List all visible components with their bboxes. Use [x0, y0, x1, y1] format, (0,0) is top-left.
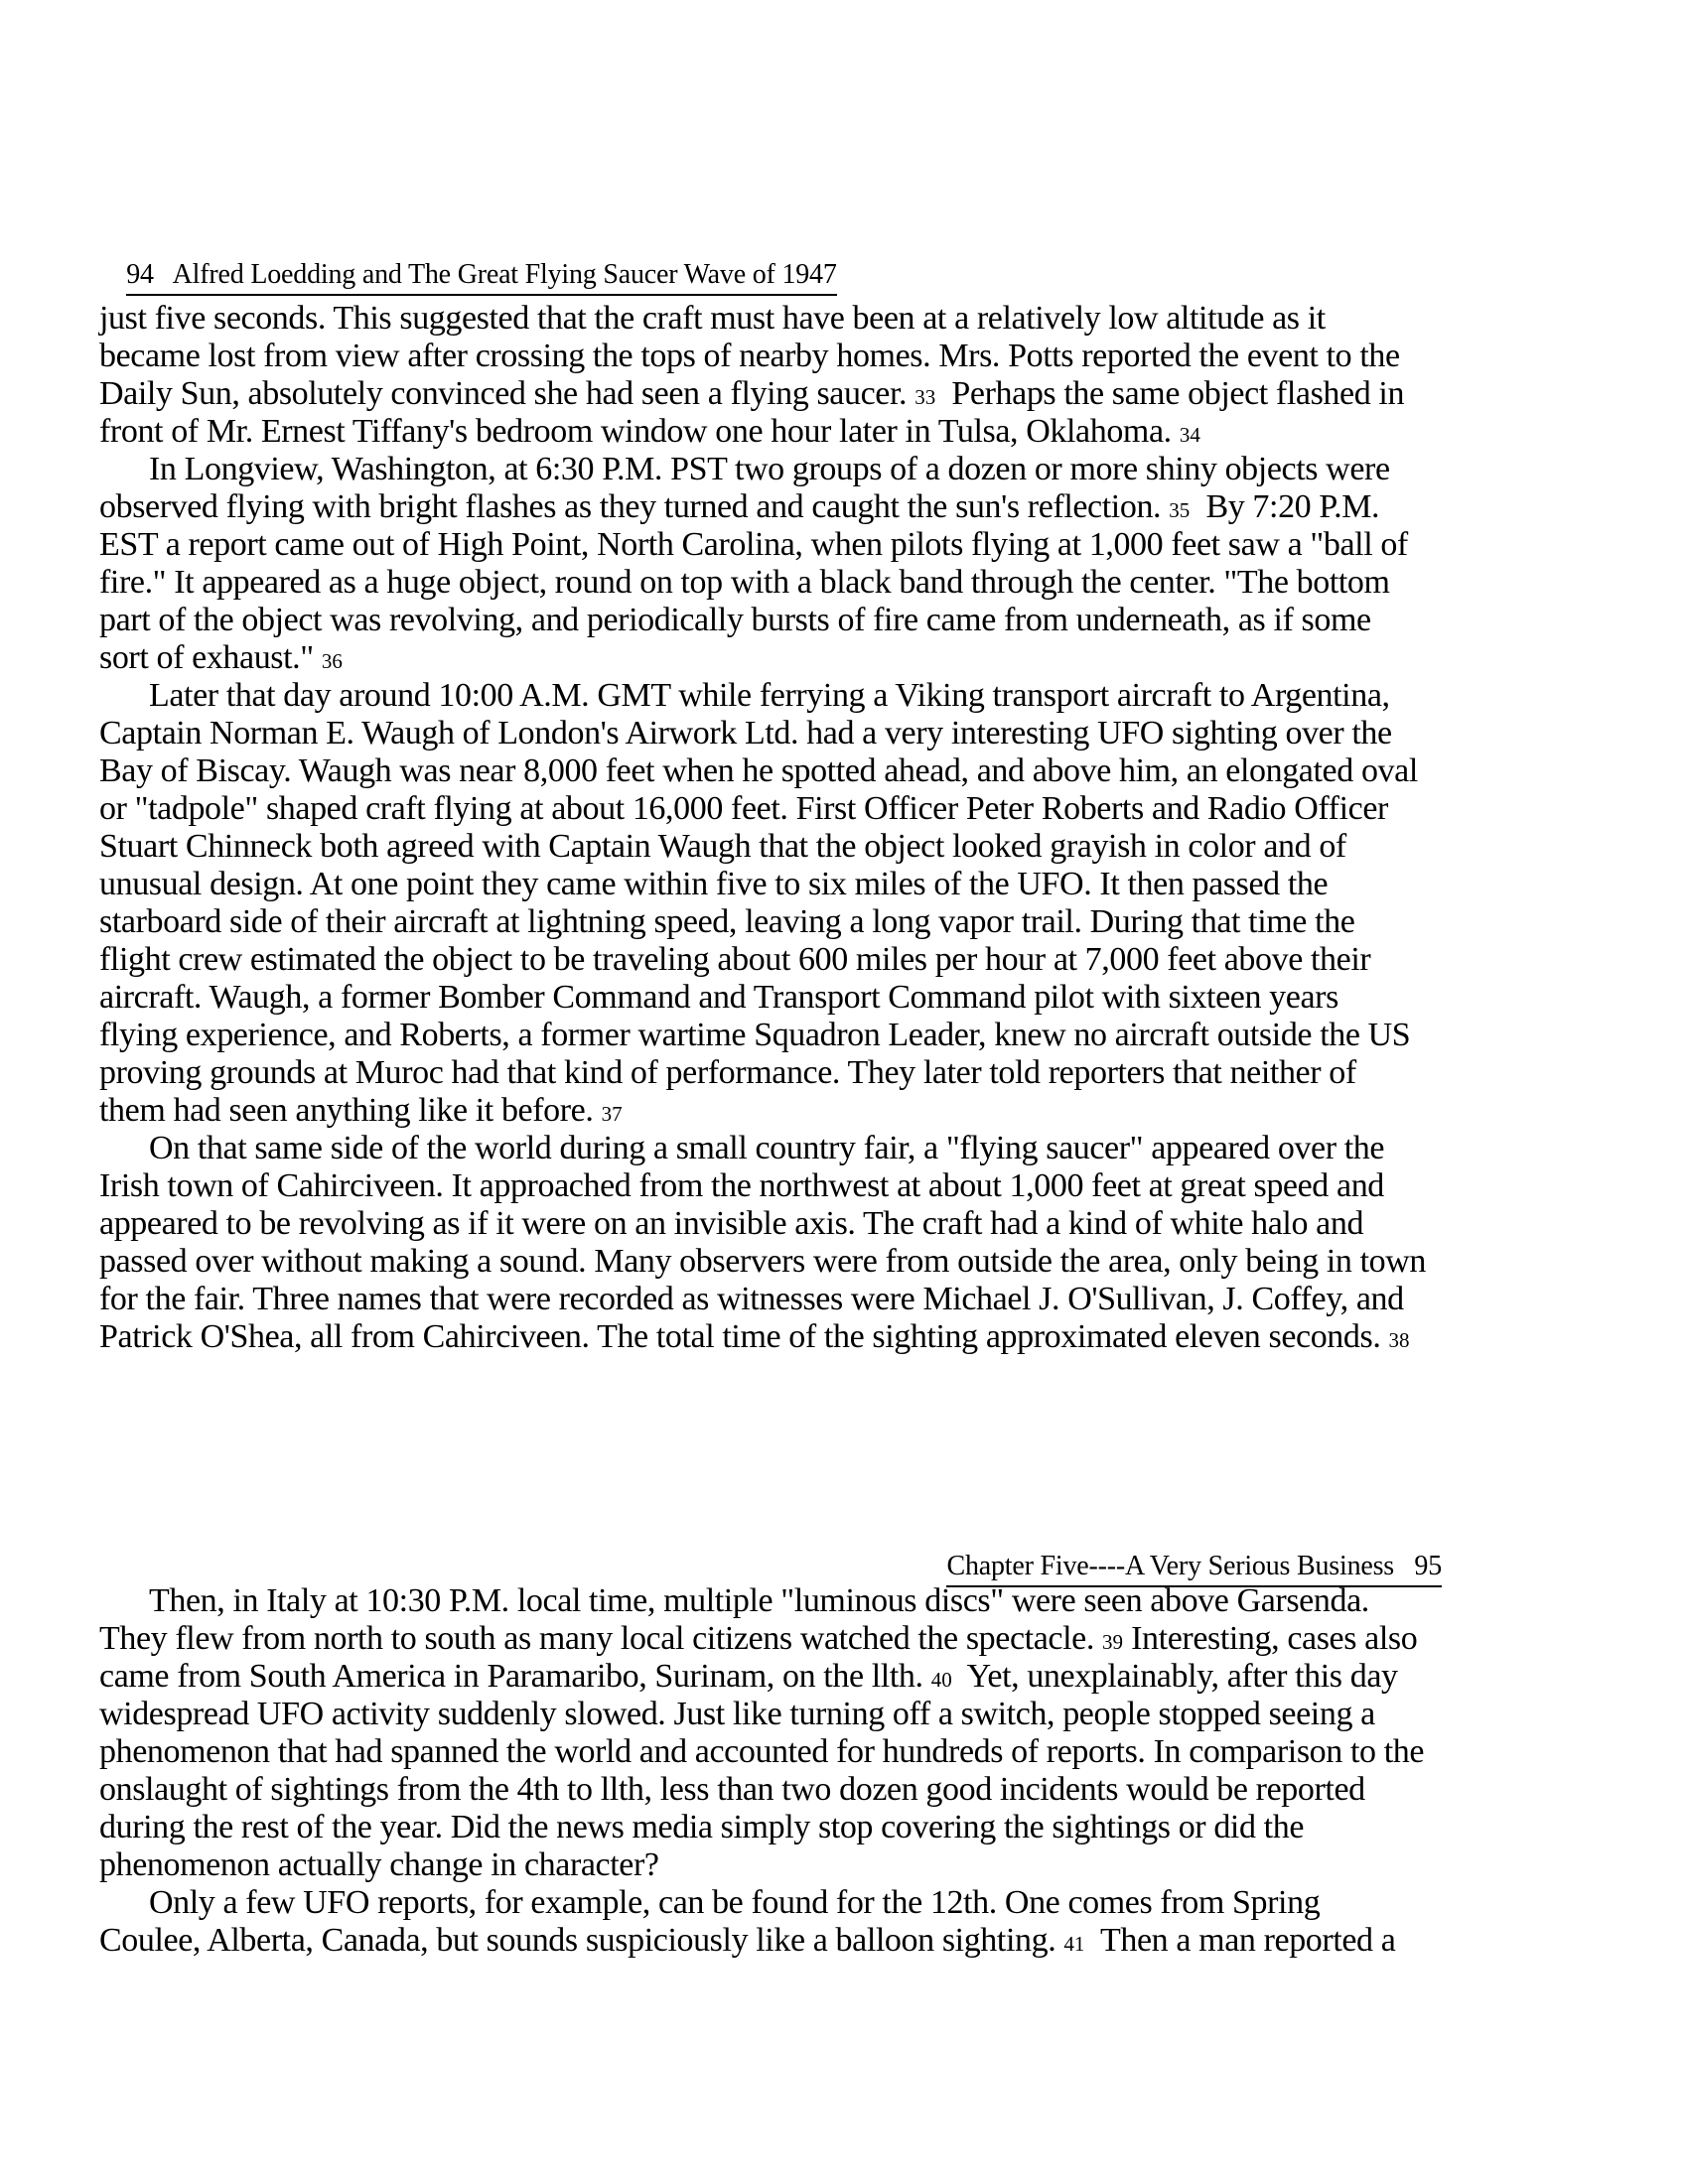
text-line: flight crew estimated the object to be traveling about 600 miles per hour at 7,000 feet above their: [99, 941, 1371, 978]
text-line: just five seconds. This suggested that the craft must have been at a relatively low altitude as it: [99, 300, 1326, 337]
text-line: Irish town of Cahirciveen. It approached from the northwest at about 1,000 feet at great speed and: [99, 1167, 1384, 1204]
text-line: Only a few UFO reports, for example, can be found for the 12th. One comes from Spring: [149, 1884, 1321, 1921]
footnote-ref: 38: [1388, 1328, 1410, 1352]
text-line: widespread UFO activity suddenly slowed. Just like turning off a switch, people stopped seeing a: [99, 1696, 1375, 1732]
text-line: part of the object was revolving, and periodically bursts of fire came from underneath, as if some: [99, 602, 1371, 638]
text-line: Captain Norman E. Waugh of London's Airwork Ltd. had a very interesting UFO sighting over the: [99, 715, 1392, 751]
text-line: Coulee, Alberta, Canada, but sounds suspiciously like a balloon sighting. 41 Then a man reported a: [99, 1922, 1396, 1959]
footnote-ref: 41: [1063, 1932, 1085, 1956]
text-line: onslaught of sightings from the 4th to llth, less than two dozen good incidents would be reported: [99, 1771, 1365, 1808]
footnote-ref: 35: [1169, 498, 1191, 522]
text-line: observed flying with bright flashes as they turned and caught the sun's reflection. 35 By 7:20 P.M.: [99, 488, 1380, 525]
page-95-body-text: [99, 1582, 1442, 1960]
text-line: In Longview, Washington, at 6:30 P.M. PST two groups of a dozen or more shiny objects were: [149, 451, 1390, 487]
text-line: Patrick O'Shea, all from Cahirciveen. The total time of the sighting approximated eleven seconds. 38: [99, 1318, 1410, 1355]
text-line: became lost from view after crossing the tops of nearby homes. Mrs. Potts reported the event to the: [99, 338, 1400, 374]
text-line: EST a report came out of High Point, North Carolina, when pilots flying at 1,000 feet saw a "ball of: [99, 526, 1408, 563]
text-line: or "tadpole" shaped craft flying at about 16,000 feet. First Officer Peter Roberts and Radio Officer: [99, 790, 1388, 827]
text-line: They flew from north to south as many local citizens watched the spectacle. 39 Interesting, cases also: [99, 1620, 1418, 1657]
text-line: phenomenon actually change in character?: [99, 1846, 659, 1883]
text-line: passed over without making a sound. Many observers were from outside the area, only being in town: [99, 1243, 1426, 1280]
footnote-ref: 36: [321, 649, 343, 673]
text-line: Bay of Biscay. Waugh was near 8,000 feet when he spotted ahead, and above him, an elongated oval: [99, 752, 1418, 789]
text-line: phenomenon that had spanned the world and accounted for hundreds of reports. In comparison to the: [99, 1733, 1425, 1770]
text-line: Later that day around 10:00 A.M. GMT while ferrying a Viking transport aircraft to Argentina,: [149, 677, 1390, 714]
text-line: starboard side of their aircraft at lightning speed, leaving a long vapor trail. During that time the: [99, 903, 1355, 940]
footnote-ref: 37: [601, 1102, 623, 1126]
text-line: proving grounds at Muroc had that kind of performance. They later told reporters that neither of: [99, 1054, 1356, 1091]
running-header-text: 94 Alfred Loedding and The Great Flying Saucer Wave of 1947: [126, 259, 836, 296]
footnote-ref: 39: [1102, 1630, 1124, 1654]
text-line: fire." It appeared as a huge object, round on top with a black band through the center. "The bottom: [99, 564, 1390, 601]
text-line: appeared to be revolving as if it were on an invisible axis. The craft had a kind of white halo and: [99, 1205, 1364, 1242]
text-line: flying experience, and Roberts, a former wartime Squadron Leader, knew no aircraft outside the US: [99, 1017, 1411, 1053]
text-line: sort of exhaust." 36: [99, 639, 343, 676]
text-line: Stuart Chinneck both agreed with Captain Waugh that the object looked grayish in color and of: [99, 828, 1346, 865]
page-94-body-text: [99, 300, 1442, 1356]
text-line: On that same side of the world during a small country fair, a "flying saucer" appeared over the: [149, 1130, 1385, 1166]
text-line: Daily Sun, absolutely convinced she had seen a flying saucer. 33 Perhaps the same object flashed in: [99, 375, 1405, 412]
footnote-ref: 34: [1179, 423, 1200, 447]
text-line: came from South America in Paramaribo, Surinam, on the llth. 40 Yet, unexplainably, after this day: [99, 1658, 1398, 1695]
text-line: aircraft. Waugh, a former Bomber Command and Transport Command pilot with sixteen years: [99, 979, 1338, 1016]
footnote-ref: 33: [914, 385, 936, 409]
text-line: front of Mr. Ernest Tiffany's bedroom window one hour later in Tulsa, Oklahoma. 34: [99, 413, 1200, 450]
running-header-text: Chapter Five----A Very Serious Business 95: [946, 1551, 1442, 1587]
text-line: unusual design. At one point they came within five to six miles of the UFO. It then passed the: [99, 866, 1329, 902]
text-line: them had seen anything like it before. 37: [99, 1092, 623, 1129]
text-line: Then, in Italy at 10:30 P.M. local time, multiple "luminous discs" were seen above Garsenda.: [149, 1582, 1369, 1619]
footnote-ref: 40: [930, 1668, 952, 1692]
text-line: for the fair. Three names that were recorded as witnesses were Michael J. O'Sullivan, J. Coffey, and: [99, 1281, 1404, 1317]
text-line: during the rest of the year. Did the news media simply stop covering the sightings or did the: [99, 1809, 1305, 1845]
